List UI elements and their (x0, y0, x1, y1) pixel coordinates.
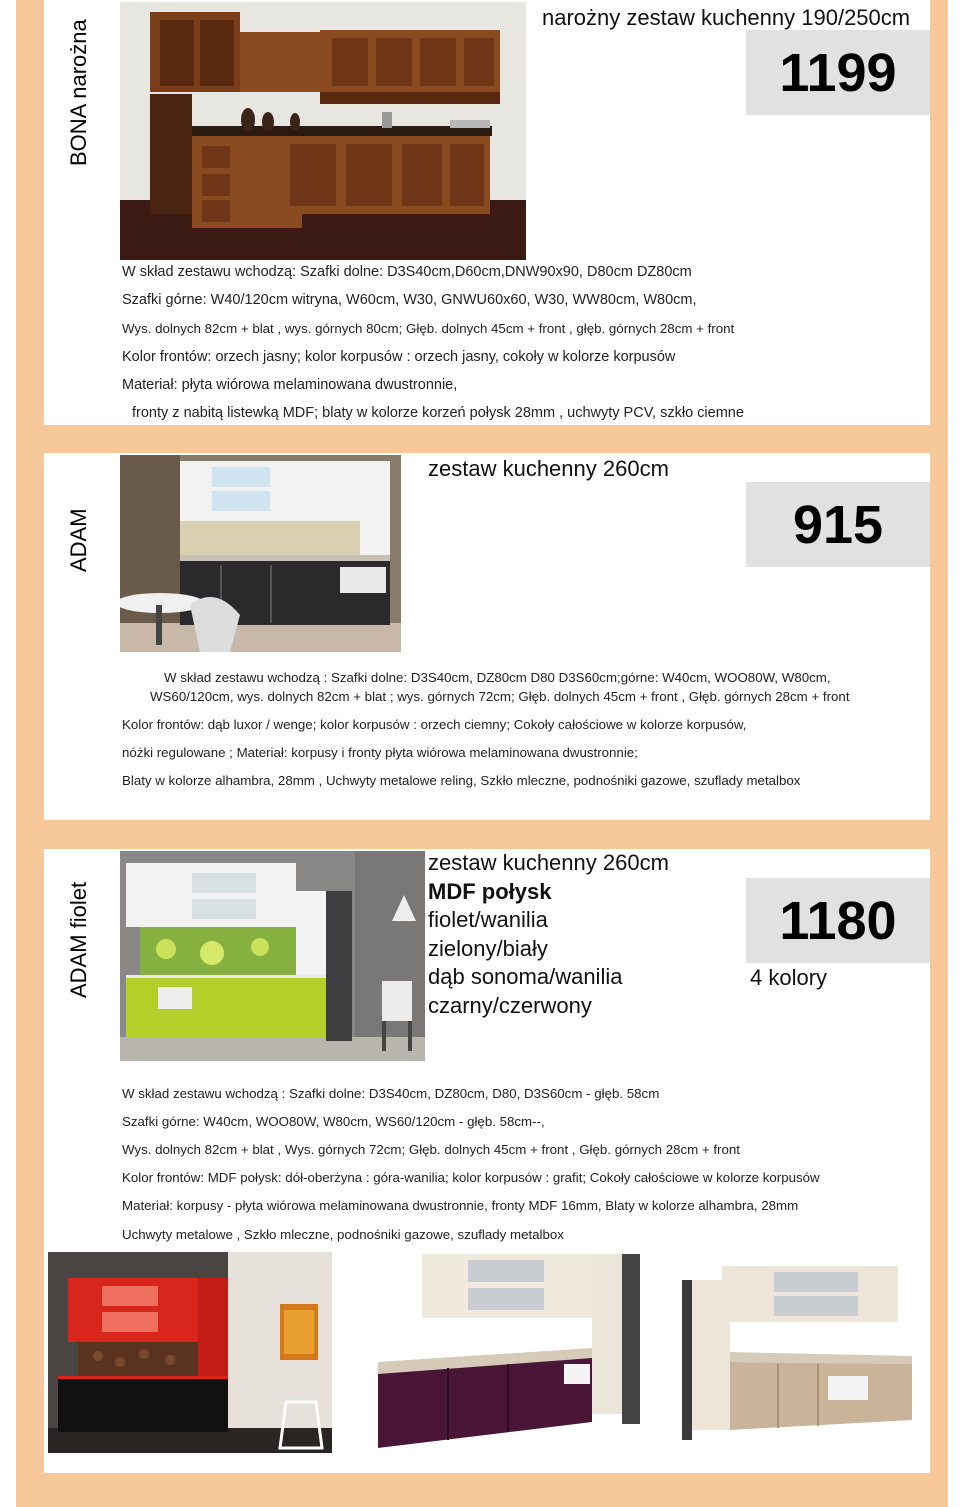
kitchen-photo-adam-svg (120, 455, 401, 652)
spec-line: Kolor frontów: MDF połysk: dół-oberżyna : góra-wanilia; kolor korpusów : grafit; Cokoły całościowe w kolorze korpusów (122, 1170, 820, 1185)
kitchen-photo-sonoma-svg (668, 1252, 912, 1453)
product-title-adam: zestaw kuchenny 260cm (428, 456, 669, 481)
spec-line: Kolor frontów: orzech jasny; kolor korpusów : orzech jasny, cokoły w kolorze korpusów (122, 349, 676, 365)
product-photo-bona (120, 2, 526, 260)
kitchen-photo-green-svg (120, 851, 425, 1061)
price-adam: 915 (746, 482, 930, 567)
price-bona: 1199 (746, 30, 930, 115)
color-variant: czarny/czerwony (428, 992, 592, 1018)
product-photo-adam-fiolet (120, 851, 425, 1061)
spec-line: nóżki regulowane ; Materiał: korpusy i fronty płyta wiórowa melaminowana dwustronnie; (122, 745, 638, 760)
color-variant: fiolet/wanilia (428, 907, 548, 933)
product-title-bona: narożny zestaw kuchenny 190/250cm (542, 5, 911, 30)
product-photo-adam (120, 455, 401, 652)
spec-line: Szafki górne: W40/120cm witryna, W60cm, W30, GNWU60x60, W30, WW80cm, W80cm, (122, 292, 697, 308)
section-label-adam-fiolet: ADAM fiolet (66, 881, 91, 998)
variant-photo-purple-vanilla (378, 1252, 641, 1453)
spec-line: Materiał: korpusy - płyta wiórowa melaminowana dwustronnie, fronty MDF 16mm, Blaty w kolorze alhambra, 28mm (122, 1198, 799, 1213)
spec-line: Blaty w kolorze alhambra, 28mm , Uchwyty metalowe reling, Szkło mleczne, podnośniki gazowe, szuflady metalbox (122, 773, 801, 788)
color-variant: zielony/biały (428, 935, 548, 961)
price-adam-fiolet: 1180 (746, 878, 930, 963)
spec-line: Uchwyty metalowe , Szkło mleczne, podnośniki gazowe, szuflady metalbox (122, 1227, 564, 1242)
section-label-bona: BONA narożna (66, 19, 91, 166)
product-title-adam-fiolet: zestaw kuchenny 260cm (428, 850, 669, 875)
frame-right-edge (948, 0, 960, 1507)
kitchen-photo-red-svg (48, 1252, 332, 1453)
variant-photo-sonoma-vanilla (668, 1252, 912, 1453)
page-margin (0, 0, 16, 1507)
product-subtitle-adam-fiolet: MDF połysk (428, 878, 552, 904)
spec-line: Wys. dolnych 82cm + blat , Wys. górnych 72cm; Głęb. dolnych 45cm + front , Głęb. górnych 28cm + front (122, 1142, 740, 1157)
section-label-adam: ADAM (66, 508, 91, 572)
spec-line: WS60/120cm, wys. dolnych 82cm + blat ; wys. górnych 72cm; Głęb. dolnych 45cm + front , Głęb. górnych 28cm + front (150, 689, 850, 704)
product-header-adam-fiolet (428, 849, 669, 1021)
spec-line: Wys. dolnych 82cm + blat , wys. górnych 80cm; Głęb. dolnych 45cm + front , głęb. górnych 28cm + front (122, 321, 735, 336)
colors-count-note: 4 kolory (750, 965, 828, 990)
variant-photo-red-black (48, 1252, 332, 1453)
spec-line: Szafki górne: W40cm, WOO80W, W80cm, WS60/120cm - głęb. 58cm--, (122, 1114, 545, 1129)
spec-line: W skład zestawu wchodzą : Szafki dolne: D3S40cm, DZ80cm D80 D3S60cm;górne: W40cm, WOO80W, W80cm, (164, 670, 831, 685)
kitchen-photo-bona-svg (120, 2, 526, 260)
kitchen-photo-purple-svg (378, 1252, 641, 1453)
color-variant: dąb sonoma/wanilia (428, 964, 623, 990)
spec-line: W skład zestawu wchodzą: Szafki dolne: D3S40cm,D60cm,DNW90x90, D80cm DZ80cm (122, 264, 692, 280)
spec-line: Materiał: płyta wiórowa melaminowana dwustronnie, (122, 377, 458, 393)
spec-line: W skład zestawu wchodzą : Szafki dolne: D3S40cm, DZ80cm, D80, D3S60cm - głęb. 58cm (122, 1086, 660, 1101)
spec-line: Kolor frontów: dąb luxor / wenge; kolor korpusów : orzech ciemny; Cokoły całościowe w kolorze korpusów, (122, 717, 747, 732)
spec-line: fronty z nabitą listewką MDF; blaty w kolorze korzeń połysk 28mm , uchwyty PCV, szkło ciemne (132, 405, 744, 421)
